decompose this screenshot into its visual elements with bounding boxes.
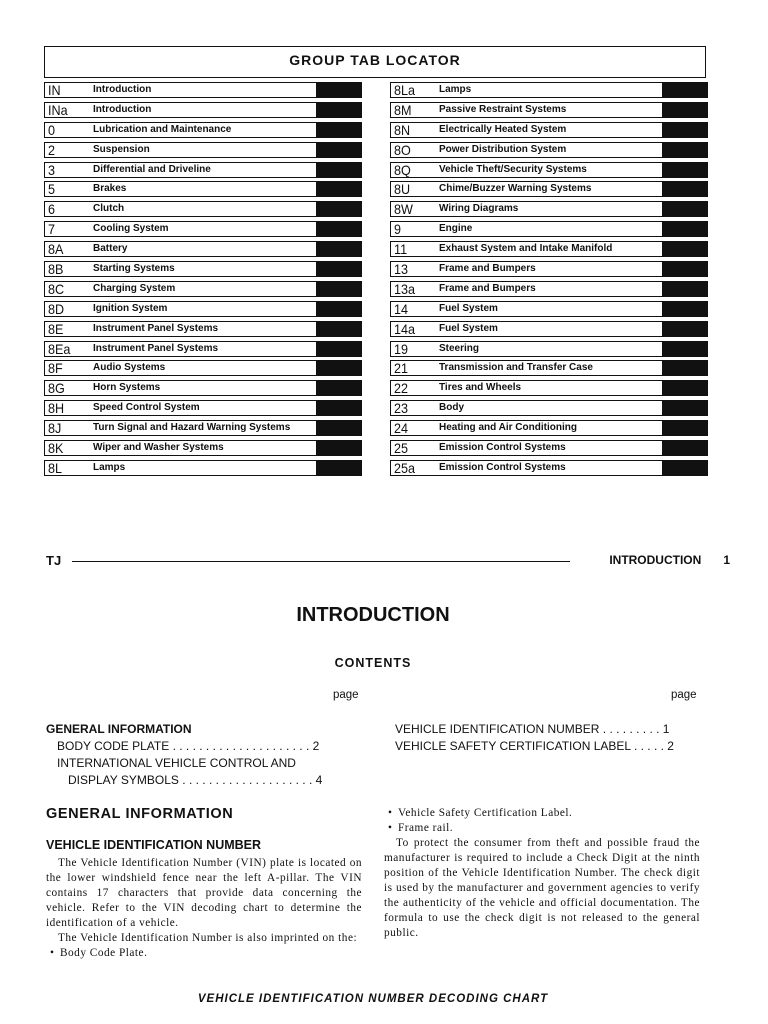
tab-label: Lamps <box>93 461 126 473</box>
section-heading: GENERAL INFORMATION <box>46 806 234 822</box>
tab-label: Differential and Driveline <box>93 163 211 175</box>
tab-row-8q[interactable] <box>390 162 708 178</box>
tab-label: Clutch <box>93 203 125 215</box>
paragraph: The Vehicle Identification Number (VIN) plate is located on the lower windshield fence near the left A-pillar. The VIN contains 17 characters that provide data concerning the vehicle. Refer to the VIN decoding chart to determine the identification of a vehicle. <box>46 857 362 929</box>
tab-label: Emission Control Systems <box>439 442 566 454</box>
tab-marker <box>662 440 708 456</box>
tab-marker <box>662 162 708 178</box>
tab-label: Audio Systems <box>93 362 166 374</box>
tab-row-8d[interactable] <box>44 301 362 317</box>
tab-marker <box>316 261 362 277</box>
tab-row-6[interactable] <box>44 201 362 217</box>
tab-row-24[interactable] <box>390 420 708 436</box>
tab-label: Electrically Heated System <box>439 123 567 135</box>
page-title: INTRODUCTION <box>296 604 450 626</box>
tab-row-8f[interactable] <box>44 360 362 376</box>
tab-label: Introduction <box>93 84 152 95</box>
tab-marker <box>662 341 708 357</box>
tab-label: Frame and Bumpers <box>439 263 536 275</box>
tab-marker <box>662 360 708 376</box>
tab-marker <box>316 162 362 178</box>
bullet-list <box>384 806 700 836</box>
tab-column-right <box>390 82 708 480</box>
tab-row-8c[interactable] <box>44 281 362 297</box>
tab-marker <box>316 460 362 476</box>
tab-code: 8D <box>48 300 65 317</box>
tab-code: 8N <box>394 121 411 138</box>
tab-label: Ignition System <box>93 302 168 314</box>
tab-code: 14 <box>394 300 409 317</box>
tab-marker <box>316 82 362 98</box>
tab-row-0[interactable] <box>44 122 362 138</box>
tab-code: 8C <box>48 280 65 297</box>
toc-right <box>395 721 705 755</box>
tab-marker <box>316 142 362 158</box>
tab-marker <box>662 400 708 416</box>
paragraph: To protect the consumer from theft and possible fraud the manufacturer is required to include a Check Digit at the ninth position of the Vehicle Identification Number. The check digit is used by the manufacturer and government agencies to verify the authenticity of the vehicle and official documentation. The formula to use the check digit is not released to the general public. <box>384 837 700 939</box>
tab-label: Speed Control System <box>93 402 200 414</box>
tab-code: 7 <box>48 221 56 238</box>
contents-heading: CONTENTS <box>334 656 412 670</box>
tab-row-19[interactable] <box>390 341 708 357</box>
tab-marker <box>316 420 362 436</box>
tab-marker <box>316 241 362 257</box>
tab-label: Battery <box>93 243 128 255</box>
tab-code: 8L <box>48 459 63 476</box>
chart-caption: VEHICLE IDENTIFICATION NUMBER DECODING CHART <box>197 993 549 1005</box>
toc-left <box>46 721 364 789</box>
tab-label: Heating and Air Conditioning <box>439 422 577 434</box>
tab-label: Engine <box>439 223 473 235</box>
tab-code: 8W <box>394 201 413 218</box>
subsection-heading: VEHICLE IDENTIFICATION NUMBER <box>46 838 262 852</box>
tab-label: Charging System <box>93 282 176 294</box>
tab-row-3[interactable] <box>44 162 362 178</box>
tab-label: Fuel System <box>439 302 498 314</box>
tab-row-13a[interactable] <box>390 281 708 297</box>
tab-code: 23 <box>394 400 409 417</box>
tab-code: 3 <box>48 161 56 178</box>
tab-label: Exhaust System and Intake Manifold <box>439 243 613 255</box>
tab-code: 8A <box>48 241 64 258</box>
tab-label: Power Distribution System <box>439 143 567 155</box>
tab-code: 5 <box>48 181 56 198</box>
tab-code: 8U <box>394 181 411 198</box>
toc-heading[interactable]: GENERAL INFORMATION <box>46 722 192 736</box>
tab-row-14a[interactable] <box>390 321 708 337</box>
tab-row-8o[interactable] <box>390 142 708 158</box>
tab-row-8m[interactable] <box>390 102 708 118</box>
tab-marker <box>662 241 708 257</box>
tab-code: 13a <box>394 280 416 297</box>
tab-row-8ea[interactable] <box>44 341 362 357</box>
paragraph: The Vehicle Identification Number is also imprinted on the: <box>58 932 358 944</box>
tab-row-in[interactable] <box>44 82 362 98</box>
tab-marker <box>662 181 708 197</box>
tab-label: Starting Systems <box>93 263 175 275</box>
tab-code: 8H <box>48 400 65 417</box>
page-column-label-left: page <box>333 689 359 701</box>
tab-label: Instrument Panel Systems <box>93 322 219 334</box>
tab-code: 6 <box>48 201 56 218</box>
tab-label: Wiring Diagrams <box>439 203 519 215</box>
toc-entry[interactable]: DISPLAY SYMBOLS . . . . . . . . . . . . . . . . . . . . 4 <box>68 773 323 787</box>
toc-entry[interactable]: BODY CODE PLATE . . . . . . . . . . . . . . . . . . . . . 2 <box>57 739 320 753</box>
tab-label: Body <box>439 402 464 414</box>
tab-code: 24 <box>394 420 409 437</box>
tab-label: Fuel System <box>439 322 498 334</box>
tab-label: Emission Control Systems <box>439 461 566 473</box>
tab-label: Steering <box>439 342 480 354</box>
tab-label: Chime/Buzzer Warning Systems <box>439 183 592 195</box>
tab-marker <box>662 460 708 476</box>
tab-row-25a[interactable] <box>390 460 708 476</box>
tab-code: IN <box>48 82 61 98</box>
tab-code: 2 <box>48 141 56 158</box>
tab-code: 8B <box>48 261 64 278</box>
tab-row-8e[interactable] <box>44 321 362 337</box>
tab-marker <box>662 221 708 237</box>
body-text-right <box>384 806 700 941</box>
tab-row-22[interactable] <box>390 380 708 396</box>
header-page-number: 1 <box>723 553 730 567</box>
bullet-list <box>46 946 362 961</box>
tab-marker <box>316 400 362 416</box>
tab-row-14[interactable] <box>390 301 708 317</box>
tab-marker <box>662 122 708 138</box>
tab-row-9[interactable] <box>390 221 708 237</box>
tab-row-21[interactable] <box>390 360 708 376</box>
tab-row-5[interactable] <box>44 181 362 197</box>
toc-entry[interactable]: VEHICLE IDENTIFICATION NUMBER . . . . . . . . . 1 <box>395 722 670 736</box>
tab-marker <box>662 321 708 337</box>
tab-label: Frame and Bumpers <box>439 282 536 294</box>
tab-marker <box>662 102 708 118</box>
model-code: TJ <box>46 553 62 568</box>
tab-row-23[interactable] <box>390 400 708 416</box>
tab-label: Vehicle Theft/Security Systems <box>439 163 587 175</box>
tab-marker <box>316 181 362 197</box>
tab-row-8n[interactable] <box>390 122 708 138</box>
tab-label: Introduction <box>93 103 152 115</box>
toc-entry[interactable]: VEHICLE SAFETY CERTIFICATION LABEL . . . . . 2 <box>395 739 674 753</box>
tab-row-8a[interactable] <box>44 241 362 257</box>
tab-row-8k[interactable] <box>44 440 362 456</box>
tab-row-2[interactable] <box>44 142 362 158</box>
tab-code: 9 <box>394 221 402 238</box>
tab-label: Instrument Panel Systems <box>93 342 219 354</box>
tab-marker <box>662 142 708 158</box>
tab-label: Suspension <box>93 143 150 155</box>
tab-label: Lamps <box>439 84 472 95</box>
tab-marker <box>662 380 708 396</box>
tab-label: Lubrication and Maintenance <box>93 123 232 135</box>
tab-marker <box>662 82 708 98</box>
tab-marker <box>316 341 362 357</box>
tab-code: 8F <box>48 360 63 377</box>
group-tab-locator-title: GROUP TAB LOCATOR <box>289 52 461 68</box>
tab-marker <box>662 420 708 436</box>
tab-label: Wiper and Washer Systems <box>93 442 224 454</box>
tab-row-7[interactable] <box>44 221 362 237</box>
tab-marker <box>316 380 362 396</box>
tab-label: Cooling System <box>93 223 169 235</box>
bullet-item: • Frame rail. <box>384 821 700 836</box>
tab-code: 11 <box>394 241 408 258</box>
tab-marker <box>316 221 362 237</box>
tab-code: 8M <box>394 101 412 118</box>
tab-marker <box>662 261 708 277</box>
tab-row-ina[interactable] <box>44 102 362 118</box>
tab-code: 25a <box>394 459 416 476</box>
header-rule <box>72 561 570 562</box>
tab-label: Tires and Wheels <box>439 382 522 394</box>
tab-column-left <box>44 82 362 480</box>
bullet-item: • Vehicle Safety Certification Label. <box>384 806 700 821</box>
tab-marker <box>316 281 362 297</box>
tab-row-8u[interactable] <box>390 181 708 197</box>
header-section: INTRODUCTION <box>609 553 702 567</box>
tab-code: INa <box>48 101 68 118</box>
tab-label: Brakes <box>93 183 127 195</box>
tab-marker <box>316 122 362 138</box>
tab-row-8j[interactable] <box>44 420 362 436</box>
tab-row-8h[interactable] <box>44 400 362 416</box>
tab-code: 8G <box>48 380 65 397</box>
tab-label: Turn Signal and Hazard Warning Systems <box>93 422 291 434</box>
toc-entry[interactable]: INTERNATIONAL VEHICLE CONTROL AND <box>57 756 296 770</box>
tab-code: 8O <box>394 141 411 158</box>
tab-row-25[interactable] <box>390 440 708 456</box>
tab-code: 14a <box>394 320 416 337</box>
section-page <box>609 553 730 567</box>
tab-row-8la[interactable] <box>390 82 708 98</box>
group-tab-locator-header <box>44 46 706 78</box>
tab-code: 13 <box>394 261 409 278</box>
tab-marker <box>316 201 362 217</box>
tab-row-8w[interactable] <box>390 201 708 217</box>
tab-label: Horn Systems <box>93 382 161 394</box>
tab-label: Transmission and Transfer Case <box>439 362 593 374</box>
tab-row-8b[interactable] <box>44 261 362 277</box>
body-text-left <box>46 856 362 961</box>
tab-marker <box>662 281 708 297</box>
tab-code: 8J <box>48 420 62 437</box>
tab-row-11[interactable] <box>390 241 708 257</box>
tab-code: 8Ea <box>48 340 71 357</box>
tab-row-13[interactable] <box>390 261 708 277</box>
tab-code: 8K <box>48 440 64 457</box>
tab-code: 8La <box>394 82 416 98</box>
tab-marker <box>662 201 708 217</box>
tab-marker <box>316 102 362 118</box>
tab-code: 19 <box>394 340 409 357</box>
page-column-label-right: page <box>671 689 697 701</box>
tab-code: 25 <box>394 440 409 457</box>
tab-marker <box>316 301 362 317</box>
tab-marker <box>316 440 362 456</box>
tab-marker <box>316 321 362 337</box>
tab-code: 21 <box>394 360 409 377</box>
tab-label: Passive Restraint Systems <box>439 103 567 115</box>
running-header <box>46 553 730 571</box>
tab-code: 8E <box>48 320 64 337</box>
tab-row-8l[interactable] <box>44 460 362 476</box>
tab-code: 22 <box>394 380 409 397</box>
bullet-item: • Body Code Plate. <box>46 946 362 961</box>
tab-code: 8Q <box>394 161 411 178</box>
tab-row-8g[interactable] <box>44 380 362 396</box>
tab-code: 0 <box>48 121 56 138</box>
tab-marker <box>316 360 362 376</box>
tab-marker <box>662 301 708 317</box>
